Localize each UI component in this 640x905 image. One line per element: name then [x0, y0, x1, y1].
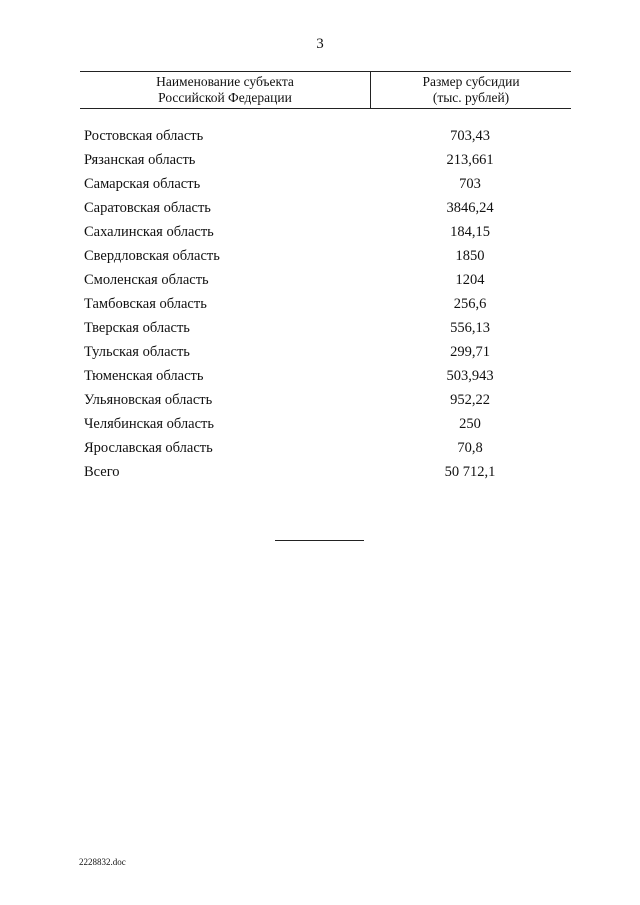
- region-name: Ярославская область: [84, 439, 213, 456]
- subsidy-value: 250: [459, 415, 481, 432]
- table-row: [80, 172, 571, 196]
- subsidy-value: 503,943: [446, 367, 494, 384]
- region-name: Челябинская область: [84, 415, 214, 432]
- table-row: [80, 268, 571, 292]
- table-row: [80, 436, 571, 460]
- subsidy-value: 184,15: [450, 223, 490, 240]
- table-row: [80, 148, 571, 172]
- region-name: Сахалинская область: [84, 223, 214, 240]
- subsidy-value: 556,13: [450, 319, 490, 336]
- subsidy-value: 299,71: [450, 343, 490, 360]
- header-region-name-line2: Российской Федерации: [158, 90, 292, 105]
- region-name: Ростовская область: [84, 127, 204, 144]
- region-name: Тюменская область: [84, 367, 204, 384]
- table-row: [80, 340, 571, 364]
- table-row: [80, 388, 571, 412]
- subsidy-value: 1204: [455, 271, 485, 288]
- region-name: Рязанская область: [84, 151, 196, 168]
- subsidy-value: 256,6: [453, 295, 487, 312]
- region-name: Свердловская область: [84, 247, 220, 264]
- table-row: [80, 412, 571, 436]
- footer-file-name: 2228832.doc: [79, 857, 126, 867]
- table-row: [80, 316, 571, 340]
- subsidy-value: 1850: [455, 247, 485, 264]
- region-name: Тамбовская область: [84, 295, 207, 312]
- subsidy-value: 70,8: [457, 439, 483, 456]
- header-subsidy-amount-line2: (тыс. рублей): [432, 90, 510, 105]
- subsidy-value: 703: [459, 175, 481, 192]
- table-row: [80, 364, 571, 388]
- region-name: Тверская область: [84, 319, 190, 336]
- region-name: Тульская область: [84, 343, 190, 360]
- end-of-document-divider: [275, 540, 364, 541]
- subsidy-value: 3846,24: [446, 199, 494, 216]
- header-region-name: [80, 72, 371, 108]
- subsidy-value: 952,22: [450, 391, 490, 408]
- table-body: [80, 124, 571, 484]
- region-name: Самарская область: [84, 175, 201, 192]
- table-row: [80, 124, 571, 148]
- region-name: Смоленская область: [84, 271, 209, 288]
- region-name: Ульяновская область: [84, 391, 213, 408]
- page-number: 3: [316, 36, 324, 52]
- table-row: [80, 244, 571, 268]
- total-row: [80, 460, 571, 484]
- subsidy-value: 703,43: [450, 127, 490, 144]
- subsidy-value: 213,661: [446, 151, 494, 168]
- header-subsidy-amount: [371, 72, 571, 108]
- table-row: [80, 292, 571, 316]
- header-region-name-line1: Наименование субъекта: [156, 74, 294, 89]
- header-subsidy-amount-line1: Размер субсидии: [422, 74, 520, 89]
- table-row: [80, 220, 571, 244]
- region-name: Саратовская область: [84, 199, 211, 216]
- total-value: 50 712,1: [444, 463, 496, 480]
- table-header: [80, 71, 571, 109]
- subsidy-table: [80, 71, 571, 484]
- table-row: [80, 196, 571, 220]
- total-label: Всего: [84, 463, 120, 480]
